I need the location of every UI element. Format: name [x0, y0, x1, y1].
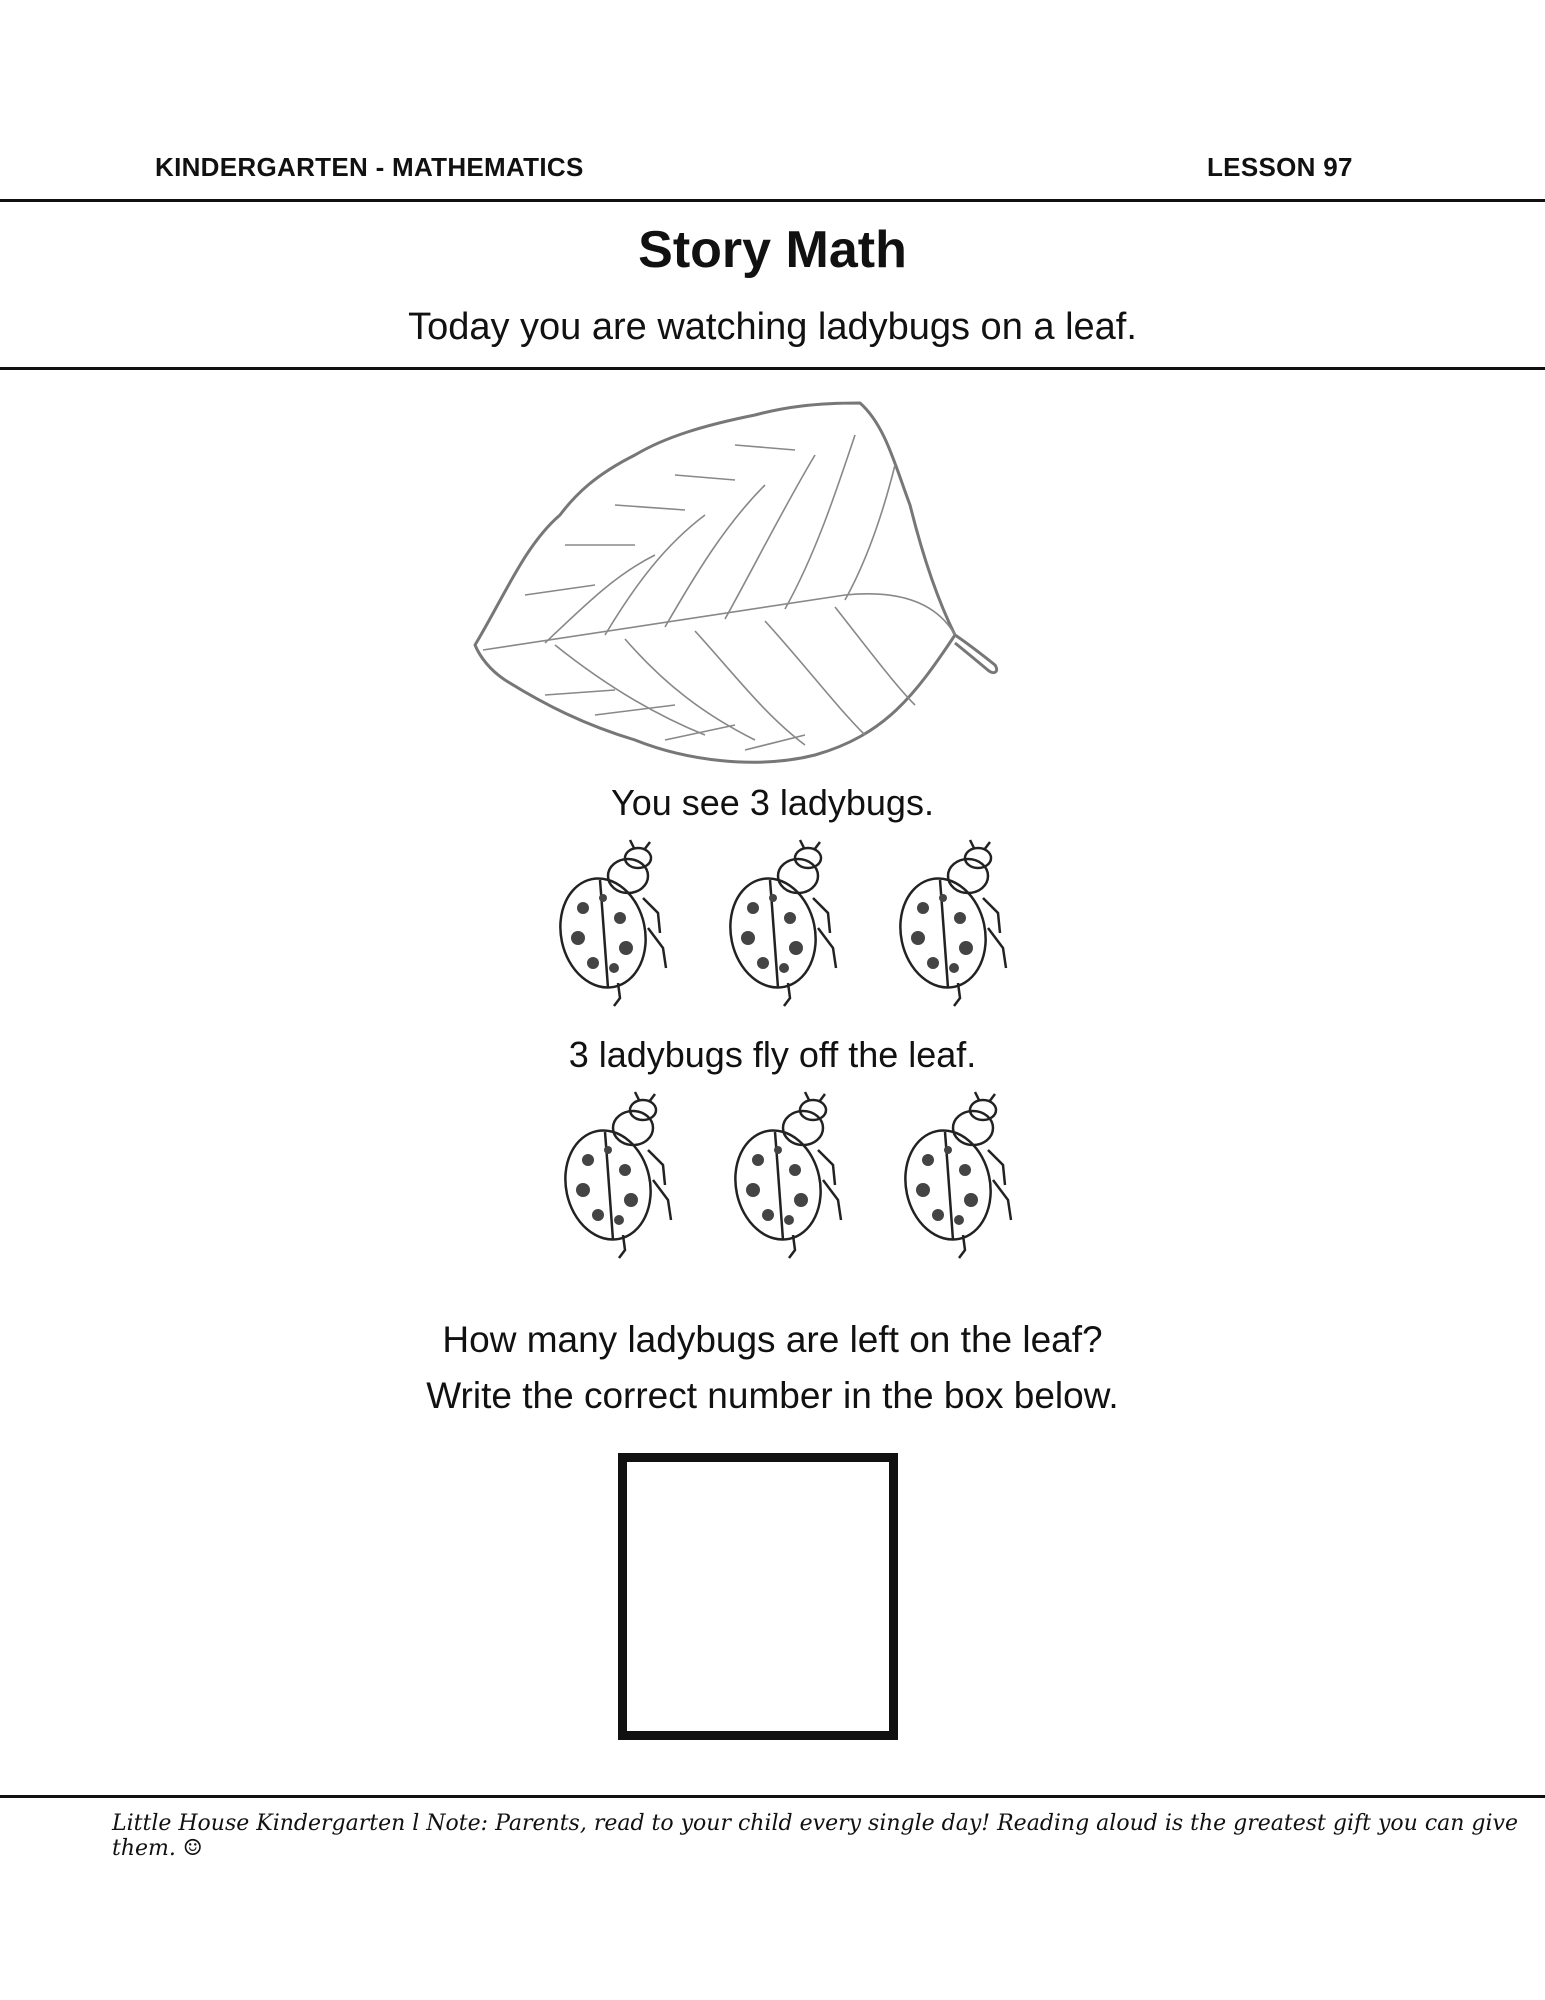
ladybug-icon — [548, 838, 678, 1008]
story-line-2: 3 ladybugs fly off the leaf. — [568, 1034, 977, 1075]
ladybug-icon — [553, 1090, 683, 1260]
ladybug-icon — [723, 1090, 853, 1260]
leaf-illustration — [465, 395, 1025, 775]
footer-rule — [0, 1795, 1545, 1798]
ladybug-icon — [893, 1090, 1023, 1260]
header-rule — [0, 199, 1545, 202]
ladybug-row-1 — [548, 838, 1018, 1008]
question-line-1: How many ladybugs are left on the leaf? — [442, 1319, 1103, 1360]
answer-box[interactable] — [618, 1453, 898, 1740]
intro-text: Today you are watching ladybugs on a leaf. — [408, 306, 1137, 348]
ladybug-icon — [718, 838, 848, 1008]
page-title: Story Math — [638, 221, 907, 279]
footer-note: Little House Kindergarten l Note: Parents, read to your child every single day! Reading aloud is the greatest gift you can give them. ☺ — [112, 1811, 1518, 1861]
story-line-1: You see 3 ladybugs. — [611, 782, 934, 823]
ladybug-icon — [888, 838, 1018, 1008]
lesson-label: LESSON 97 — [1207, 152, 1353, 182]
intro-rule — [0, 367, 1545, 370]
question-line-2: Write the correct number in the box below. — [426, 1375, 1119, 1416]
subject-label: KINDERGARTEN - MATHEMATICS — [155, 152, 584, 182]
ladybug-row-2 — [553, 1090, 1023, 1260]
question-block — [0, 1312, 1545, 1424]
